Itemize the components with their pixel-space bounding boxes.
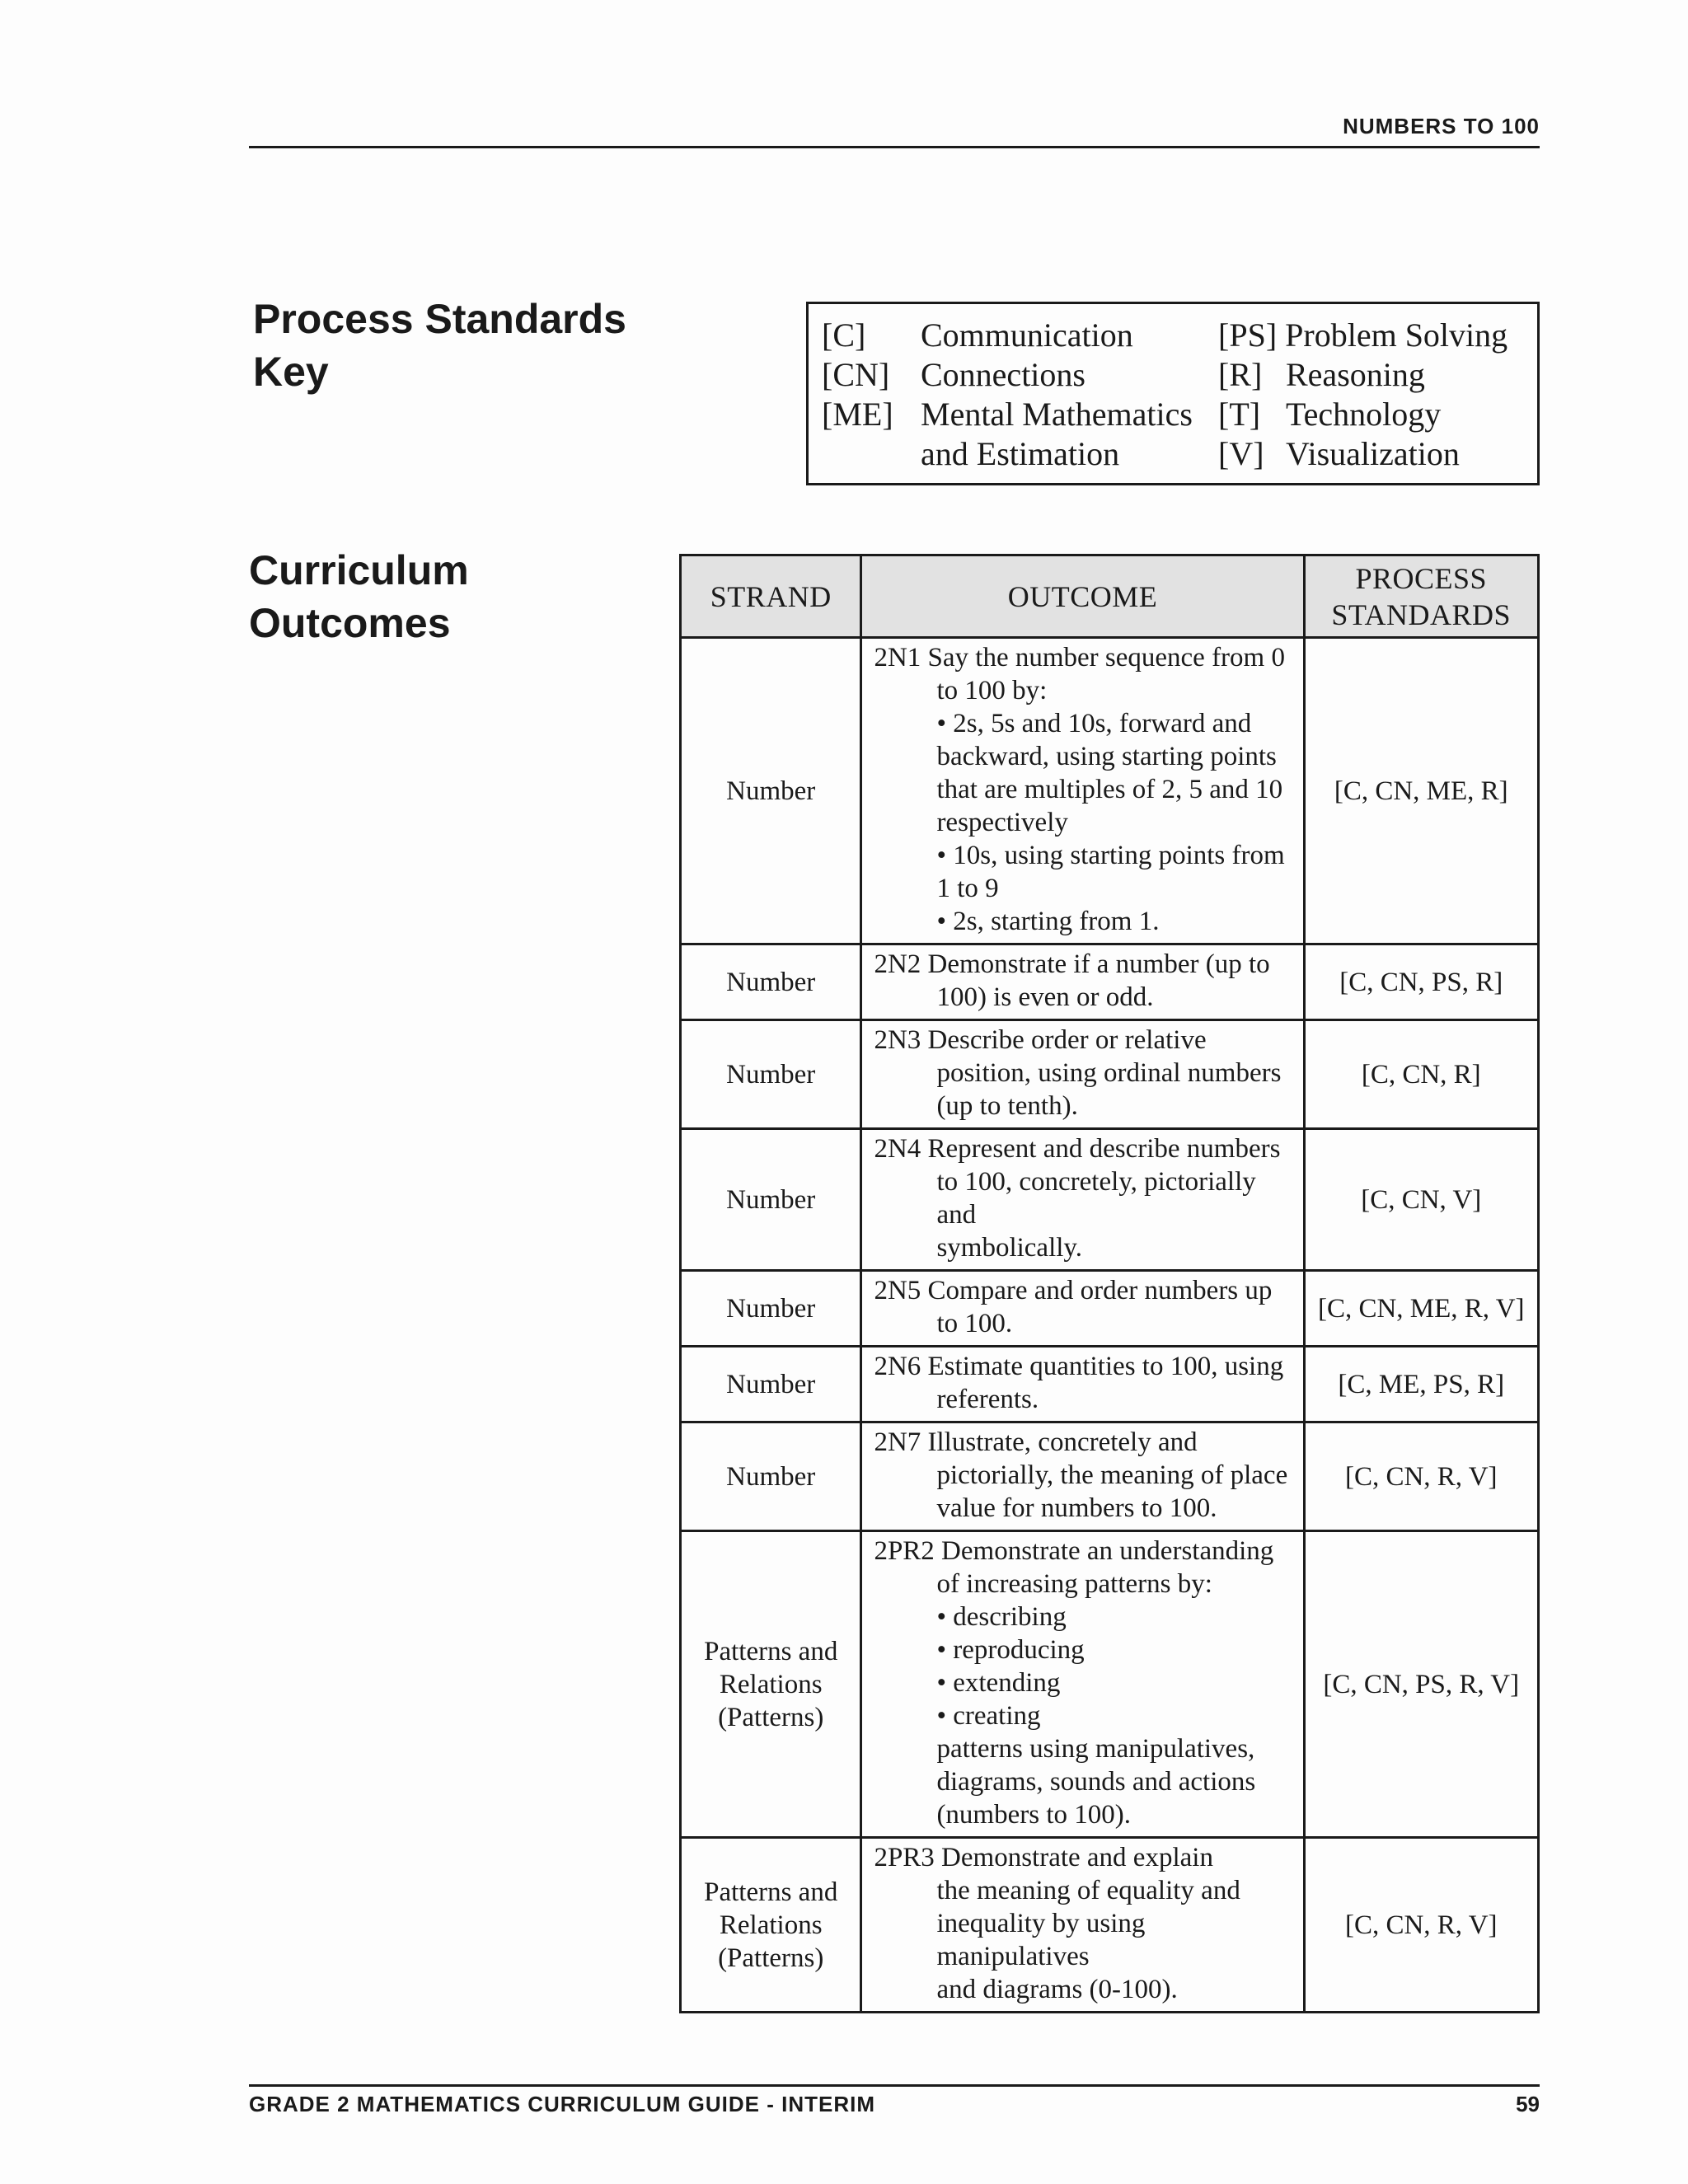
outcome-line: respectively — [936, 808, 1068, 837]
outcome-line: diagrams, sounds and actions — [936, 1767, 1256, 1797]
process-standards-key-box — [806, 302, 1540, 485]
table-row — [681, 638, 1539, 944]
curriculum-outcomes-heading — [249, 544, 469, 649]
key-label: Reasoning — [1286, 356, 1425, 393]
outcome-cell — [861, 1422, 1304, 1531]
footer-title: GRADE 2 MATHEMATICS CURRICULUM GUIDE - INTERIM — [249, 2092, 876, 2116]
strand-line: Number — [726, 1184, 816, 1215]
strand-cell — [681, 1271, 861, 1347]
key-code: [PS] — [1218, 316, 1278, 354]
process-standards-cell: [C, CN, R] — [1304, 1020, 1539, 1129]
process-standards-cell: [C, CN, PS, R] — [1304, 944, 1539, 1020]
key-row — [822, 434, 1193, 474]
outcomes-table — [679, 554, 1540, 2013]
strand-cell — [681, 638, 861, 944]
strand-line: Relations — [719, 1669, 823, 1699]
strand-line: (Patterns) — [718, 1702, 824, 1732]
outcome-cell — [861, 1838, 1304, 2013]
outcome-cell — [861, 1020, 1304, 1129]
outcome-line: • 2s, 5s and 10s, forward and — [936, 709, 1252, 738]
key-column-left — [822, 316, 1193, 474]
running-head: NUMBERS TO 100 — [1343, 114, 1540, 138]
table-row — [681, 1347, 1539, 1422]
outcome-line: inequality by using manipulatives — [936, 1909, 1146, 1971]
heading-line: Process Standards — [253, 296, 626, 342]
outcome-line: backward, using starting points — [936, 742, 1277, 771]
outcome-line: • reproducing — [936, 1635, 1085, 1665]
outcome-line: to 100. — [936, 1309, 1013, 1338]
outcome-cell — [861, 1129, 1304, 1271]
key-label: Mental Mathematics — [921, 396, 1193, 433]
strand-cell — [681, 1838, 861, 2013]
key-label: Problem Solving — [1285, 316, 1508, 354]
strand-line: Number — [726, 776, 816, 806]
process-standards-cell: [C, CN, V] — [1304, 1129, 1539, 1271]
strand-column-header: STRAND — [681, 555, 861, 638]
table-row — [681, 1271, 1539, 1347]
key-code: [CN] — [822, 356, 890, 393]
key-row — [1218, 316, 1507, 355]
outcome-line: 1 to 9 — [936, 874, 999, 903]
key-row — [822, 355, 1193, 395]
outcome-rows — [681, 638, 1539, 2013]
process-standards-key-heading — [253, 293, 626, 398]
outcome-line: 2N3 Describe order or relative — [874, 1025, 1207, 1055]
outcome-line: to 100 by: — [936, 676, 1048, 705]
process-standards-cell: [C, ME, PS, R] — [1304, 1347, 1539, 1422]
header-line: PROCESS — [1355, 561, 1488, 595]
key-code: [C] — [822, 316, 866, 354]
outcome-column-header: OUTCOME — [861, 555, 1304, 638]
outcome-line: 2N1 Say the number sequence from 0 — [874, 643, 1285, 673]
table-row — [681, 1531, 1539, 1838]
outcome-line: value for numbers to 100. — [936, 1493, 1217, 1523]
outcome-line: patterns using manipulatives, — [936, 1734, 1255, 1764]
outcome-line: 2N7 Illustrate, concretely and — [874, 1427, 1198, 1457]
footer-rule — [249, 2084, 1540, 2087]
header-rule — [249, 146, 1540, 148]
heading-line: Curriculum — [249, 547, 469, 593]
outcome-line: 2N5 Compare and order numbers up — [874, 1276, 1273, 1305]
table-row — [681, 1838, 1539, 2013]
strand-line: Number — [726, 1461, 816, 1492]
key-code: [ME] — [822, 396, 893, 433]
key-code: [V] — [1218, 435, 1264, 472]
outcome-line: and diagrams (0-100). — [936, 1975, 1178, 2004]
outcome-line: to 100, concretely, pictorially and — [936, 1167, 1256, 1230]
page-number: 59 — [1516, 2092, 1540, 2116]
outcome-cell — [861, 944, 1304, 1020]
key-row — [1218, 355, 1507, 395]
outcome-line: (numbers to 100). — [936, 1800, 1131, 1830]
outcome-line: • 10s, using starting points from — [936, 841, 1285, 870]
key-label: and Estimation — [921, 435, 1120, 472]
strand-cell — [681, 944, 861, 1020]
strand-cell — [681, 1020, 861, 1129]
key-row — [1218, 395, 1507, 434]
outcome-line: referents. — [936, 1385, 1039, 1414]
strand-line: Patterns and — [704, 1636, 838, 1666]
outcome-line: • 2s, starting from 1. — [936, 907, 1160, 936]
outcome-line: • creating — [936, 1701, 1041, 1731]
table-row — [681, 1129, 1539, 1271]
strand-cell — [681, 1531, 861, 1838]
outcome-line: 100) is even or odd. — [936, 982, 1154, 1012]
table-row — [681, 944, 1539, 1020]
strand-line: Patterns and — [704, 1877, 838, 1907]
strand-line: Number — [726, 1059, 816, 1090]
outcome-cell — [861, 1271, 1304, 1347]
standards-column-header — [1304, 555, 1539, 638]
outcome-cell — [861, 638, 1304, 944]
outcome-line: • describing — [936, 1602, 1067, 1632]
strand-cell — [681, 1422, 861, 1531]
header-line: STANDARDS — [1331, 598, 1512, 631]
process-standards-cell: [C, CN, ME, R, V] — [1304, 1271, 1539, 1347]
outcome-line: the meaning of equality and — [936, 1876, 1240, 1905]
outcome-line: that are multiples of 2, 5 and 10 — [936, 775, 1283, 804]
key-row — [1218, 434, 1507, 474]
outcome-line: symbolically. — [936, 1233, 1083, 1263]
outcome-line: 2PR3 Demonstrate and explain — [874, 1843, 1213, 1872]
key-row — [822, 316, 1193, 355]
strand-line: (Patterns) — [718, 1943, 824, 1973]
outcome-line: 2PR2 Demonstrate an understanding — [874, 1536, 1274, 1566]
heading-line: Outcomes — [249, 600, 451, 646]
table-row — [681, 1020, 1539, 1129]
key-label: Communication — [921, 316, 1133, 354]
key-label: Visualization — [1286, 435, 1460, 472]
outcome-line: pictorially, the meaning of place — [936, 1460, 1288, 1490]
outcome-cell — [861, 1531, 1304, 1838]
table-header-row — [681, 555, 1539, 638]
heading-line: Key — [253, 349, 329, 395]
key-row — [822, 395, 1193, 434]
key-code — [822, 434, 921, 474]
strand-line: Relations — [719, 1910, 823, 1940]
outcome-cell — [861, 1347, 1304, 1422]
key-code: [T] — [1218, 396, 1261, 433]
outcome-line: 2N2 Demonstrate if a number (up to — [874, 949, 1270, 979]
process-standards-cell: [C, CN, PS, R, V] — [1304, 1531, 1539, 1838]
outcome-line: position, using ordinal numbers — [936, 1058, 1282, 1088]
process-standards-cell: [C, CN, ME, R] — [1304, 638, 1539, 944]
strand-line: Number — [726, 1293, 816, 1324]
process-standards-cell: [C, CN, R, V] — [1304, 1422, 1539, 1531]
outcome-line: • extending — [936, 1668, 1061, 1698]
key-column-right — [1218, 316, 1507, 474]
strand-cell — [681, 1347, 861, 1422]
outcome-line: 2N6 Estimate quantities to 100, using — [874, 1352, 1284, 1381]
strand-line: Number — [726, 967, 816, 997]
outcome-line: of increasing patterns by: — [936, 1569, 1212, 1599]
strand-cell — [681, 1129, 861, 1271]
strand-line: Number — [726, 1369, 816, 1399]
key-label: Connections — [921, 356, 1085, 393]
table-row — [681, 1422, 1539, 1531]
outcome-line: (up to tenth). — [936, 1091, 1078, 1121]
key-label: Technology — [1286, 396, 1442, 433]
process-standards-cell: [C, CN, R, V] — [1304, 1838, 1539, 2013]
outcome-line: 2N4 Represent and describe numbers — [874, 1134, 1281, 1164]
key-code: [R] — [1218, 356, 1263, 393]
